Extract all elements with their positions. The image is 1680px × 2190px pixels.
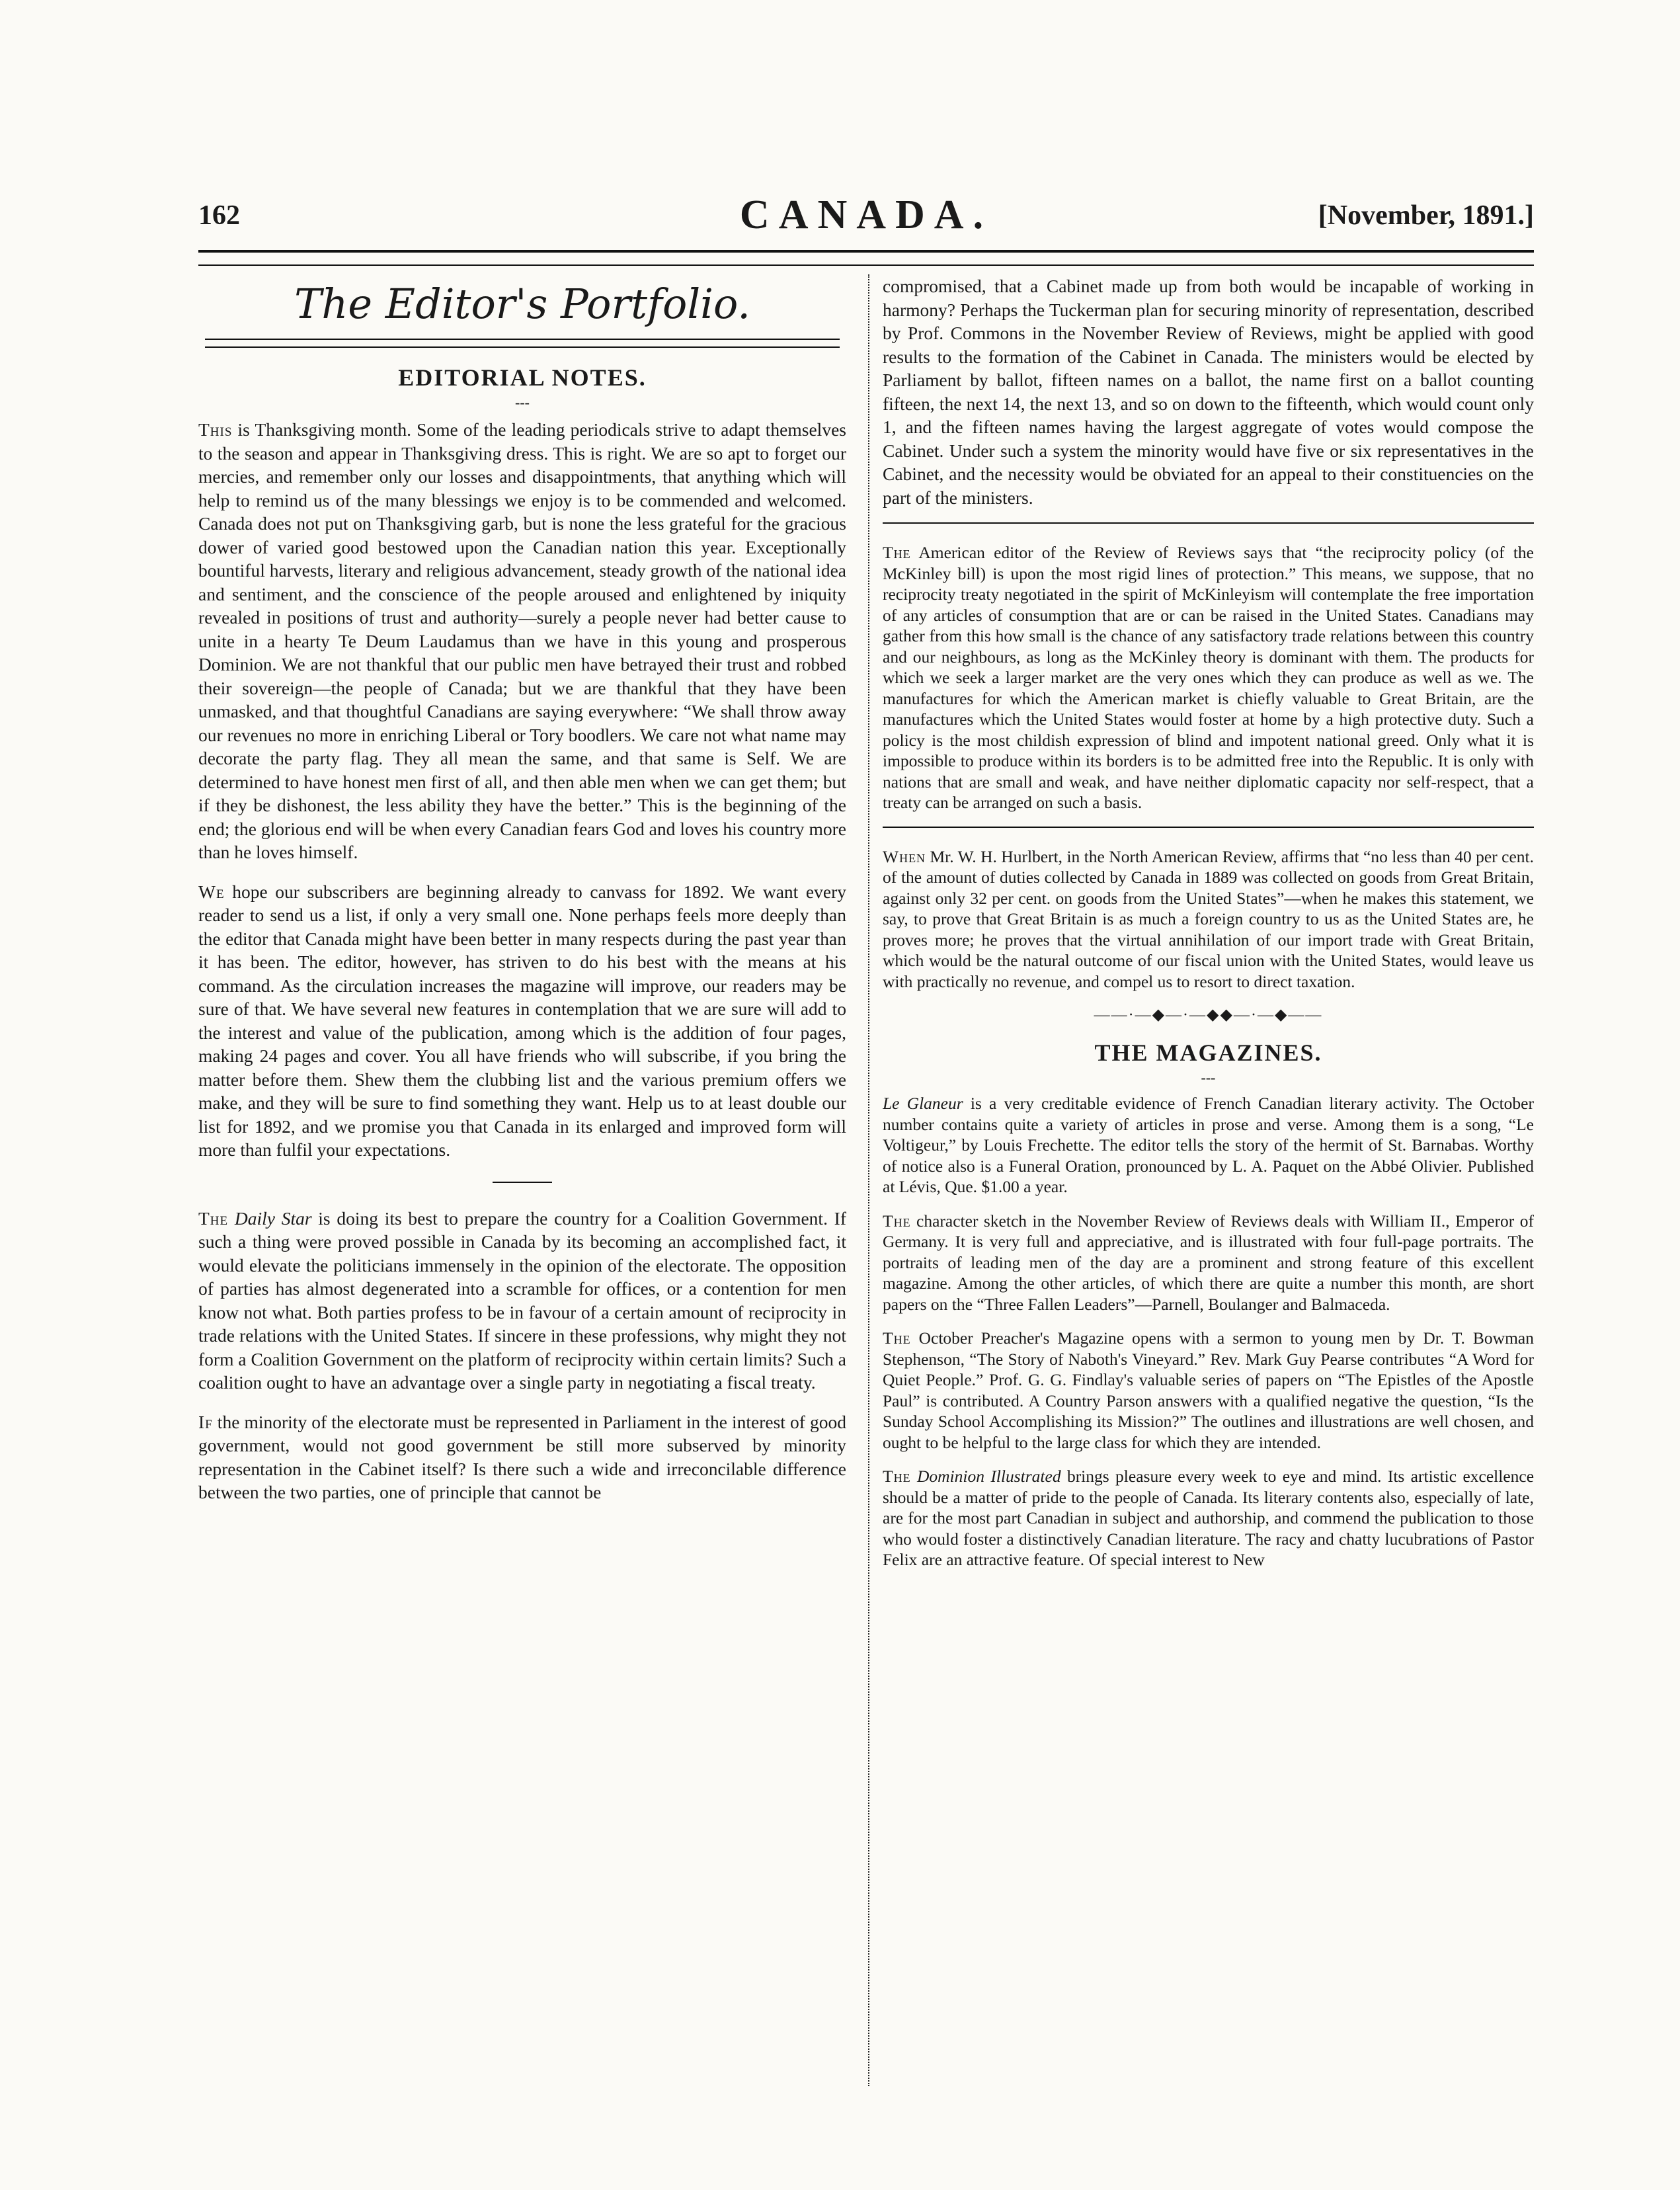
editorial-paragraph xyxy=(198,880,846,1162)
paragraph-text: hope our subscribers are beginning already to canvass for 1892. We want every reader to send us a list, if only a very small one. None perhaps feels more deeply than the editor that Canada might have been better in many respects during the past year than it has been. The editor, however, has striven to do his best with the means at his command. As the circulation increases the magazine will improve, our readers may be sure of that. We have several new features in contemplation that we are sure will add to the interest and value of the publication, among which is the addition of four pages, making 24 pages and cover. You all have friends who will subscribe, if you bring the matter before them. Shew them the clubbing list and the various premium offers we make, and they will be sure to find something they want. Help us to at least double our list for 1892, and we promise you that Canada in its enlarged and improved form will more than fulfil your expectations. xyxy=(198,881,846,1160)
header-rule xyxy=(198,250,1534,266)
separator xyxy=(493,1182,552,1183)
editorial-paragraph xyxy=(883,846,1534,993)
magazine-title: Le Glaneur xyxy=(883,1094,963,1113)
editorial-paragraph xyxy=(883,542,1534,813)
right-column xyxy=(883,274,1534,2086)
magazine-review xyxy=(883,1093,1534,1197)
page-header xyxy=(198,192,1534,245)
lead-word: When xyxy=(883,846,926,866)
paragraph-text: is Thanksgiving month. Some of the leading periodicals strive to adapt themselves to the season and appear in Thanksgiving dress. This is right. We are so apt to forget our mercies, and remember only our losses and disappointments, that anything which will help to remind us of the many blessings we enjoy is to be commended and welcomed. Canada does not put on Thanksgiving garb, but is none the less grateful for the gracious dower of varied good bestowed upon the Canadian nation this year. Exceptionally bountiful harvests, literary and religious advancement, steady growth of the national idea and sentiment, and the conscience of the people aroused and enlightened by iniquity revealed in positions of trust and authority—surely a people never had better cause to unite in a hearty Te Deum Laudamus than we have in this young and prosperous Dominion. We are not thankful that our public men have betrayed their trust and robbed their sovereign—the people of Canada; but we are thankful that they have been unmasked, and that thoughtful Canadians are saying everywhere: “We shall throw away our revenues no more in enriching Liberal or Tory boodlers. We care not what name may decorate the party flag. They all mean the same, and that same is Self. We are determined to have honest men first of all, and then able men when we can get them; but if they be dishonest, the less ability they have the better.” This is the beginning of the end; the glorious end will be when every Canadian fears God and loves his country more than he loves himself. xyxy=(198,419,846,862)
paragraph-text: American editor of the Review of Reviews says that “the reciprocity policy (of the McKinley bill) is upon the most rigid lines of protection.” This means, we suppose, that no reciprocity treaty negotiated in the spirit of McKinleyism will contemplate the free importation of any articles of consumption that are or can be raised in the United States. Canadians may gather from this how small is the chance of any satisfactory trade relations between this country and our neighbours, as long as the McKinley theory is dominant with them. The products for which we seek a larger market are the very ones which they can produce as well as we. The manufactures for which the American market is chiefly valuable to Great Britain, are the manufactures which the United States would foster at home by a high protective duty. Such a policy is the most childish expression of blind and impotent national greed. Only what it is impossible to produce within its borders is to be admitted free into the Republic. It is only with nations that are small and weak, and have neither diplomatic capacity nor self-respect, that a treaty can be arranged on such a basis. xyxy=(883,543,1534,812)
paragraph-text: the minority of the electorate must be represented in Parliament in the interest of good government, would not good government be still more subserved by minority representation in the Cabinet itself? Is there such a wide and irreconcilable difference between the two parties, one of principle that cannot be xyxy=(198,1411,846,1502)
lead-word: The xyxy=(883,1467,911,1486)
publication-title: Daily Star xyxy=(234,1207,312,1229)
heading-dash: --- xyxy=(1201,1069,1216,1086)
section-title: The Editor's Portfolio. xyxy=(294,280,750,328)
editorial-paragraph xyxy=(198,1410,846,1504)
editorial-paragraph-continued: compromised, that a Cabinet made up from both would be incapable of working in harmony? Perhaps the Tuckerman plan for securing minority of representation, described by Prof. Commons in the November Review of Reviews, might be applied with good results to the formation of the Cabinet in Canada. The ministers would be elected by Parliament by ballot, fifteen names on a ballot, the name first on a ballot counting fifteen, the next 14, the next 13, and so on down to the fifteenth, which would count only 1, and the fifteen names having the largest aggregate of votes would compose the Cabinet. Under such a system the minority would have five or six representatives in the Cabinet, and the necessity would be obviated for an appeal to their constituencies on the part of the ministers. xyxy=(883,276,1534,508)
lead-word: The xyxy=(883,543,911,562)
editorial-paragraph xyxy=(198,1207,846,1395)
paragraph-text: character sketch in the November Review of Reviews deals with William II., Emperor of Germany. It is very full and appreciative, and is illustrated with four full-page portraits. The portraits of leading men of the day are a prominent and strong feature of this excellent magazine. Among the other articles, of which there are quite a number this month, are short papers on the “Three Fallen Leaders”—Parnell, Boulanger and Balmaceda. xyxy=(883,1211,1534,1314)
magazines-heading: THE MAGAZINES. xyxy=(1094,1039,1322,1066)
lead-word: If xyxy=(198,1411,213,1432)
left-column xyxy=(198,274,846,2086)
lead-word: This xyxy=(198,419,233,440)
ornament-divider: ——·—◆—·—◆◆—·—◆—— xyxy=(1094,1006,1323,1024)
editorial-notes-heading: EDITORIAL NOTES. xyxy=(398,364,647,391)
magazine-review xyxy=(883,1466,1534,1570)
issue-date: [November, 1891.] xyxy=(1318,200,1534,231)
lead-word: The xyxy=(883,1211,911,1231)
paragraph-text: is doing its best to prepare the country for a Coalition Government. If such a thing were proved possible in Canada by its becoming an accomplished fact, it would elevate the politicians immensely in the opinion of the electorate. The opposition of parties has almost degenerated into a scramble for offices, or a contention for men know not what. Both parties profess to be in favour of a certain amount of reciprocity in trade relations with the United States. If sincere in these professions, why might they not form a Coalition Government on the platform of reciprocity within certain limits? Such a coalition ought to have an advantage over a single party in negotiating a fiscal treaty. xyxy=(198,1207,846,1393)
heading-dash: --- xyxy=(515,394,530,411)
page-number: 162 xyxy=(198,200,240,231)
lead-word: The xyxy=(198,1207,229,1229)
column-divider xyxy=(868,274,869,2086)
masthead-title: CANADA. xyxy=(739,192,993,237)
section-rule xyxy=(205,339,840,348)
paragraph-text: is a very creditable evidence of French Canadian literary activity. The October number contains quite a variety of articles in prose and verse. Among them is a song, “Le Voltigeur,” by Louis Frechette. The editor tells the story of the hermit of St. Barnabas. Worthy of notice also is a Funeral Oration, pronounced by L. A. Paquet on the Abbé Olivier. Published at Lévis, Que. $1.00 a year. xyxy=(883,1094,1534,1196)
lead-word: The xyxy=(883,1328,911,1348)
paragraph-text: Mr. W. H. Hurlbert, in the North American Review, affirms that “no less than 40 per cent. of the amount of duties collected by Canada in 1889 was collected on goods from Great Britain, against only 32 per cent. on goods from the United States”—when he makes this statement, we say, to prove that Great Britain is as much a foreign country to us as the United States are, he proves more; he proves that the virtual annihilation of our import trade with Great Britain, which would be the natural outcome of our fiscal union with the United States, would leave us with practically no revenue, and compel us to resort to direct taxation. xyxy=(883,846,1534,991)
separator xyxy=(883,522,1534,524)
paragraph-text: brings pleasure every week to eye and mind. Its artistic excellence should be a matter of pride to the people of Canada. Its literary contents also, especially of late, are for the most part Canadian in subject and authorship, and commend the publication to those who would foster a distinctively Canadian literature. The racy and chatty lucubrations of Pastor Felix are an attractive feature. Of special interest to New xyxy=(883,1467,1534,1569)
paragraph-text: October Preacher's Magazine opens with a sermon to young men by Dr. T. Bowman Stephenson, “The Story of Naboth's Vineyard.” Rev. Mark Guy Pearse contributes “A Word for Quiet People.” Prof. G. G. Findlay's valuable series of papers on “The Epistles of the Apostle Paul” is contributed. A Country Parson answers with a qualified negative the question, “Is the Sunday School Accomplishing its Mission?” The outlines and illustrations are well chosen, and ought to be helpful to the large class for which they are intended. xyxy=(883,1328,1534,1452)
editorial-paragraph xyxy=(198,418,846,864)
magazine-title: Dominion Illustrated xyxy=(916,1467,1061,1486)
lead-word: We xyxy=(198,881,225,902)
magazine-review xyxy=(883,1328,1534,1453)
magazine-review xyxy=(883,1211,1534,1315)
separator xyxy=(883,827,1534,828)
